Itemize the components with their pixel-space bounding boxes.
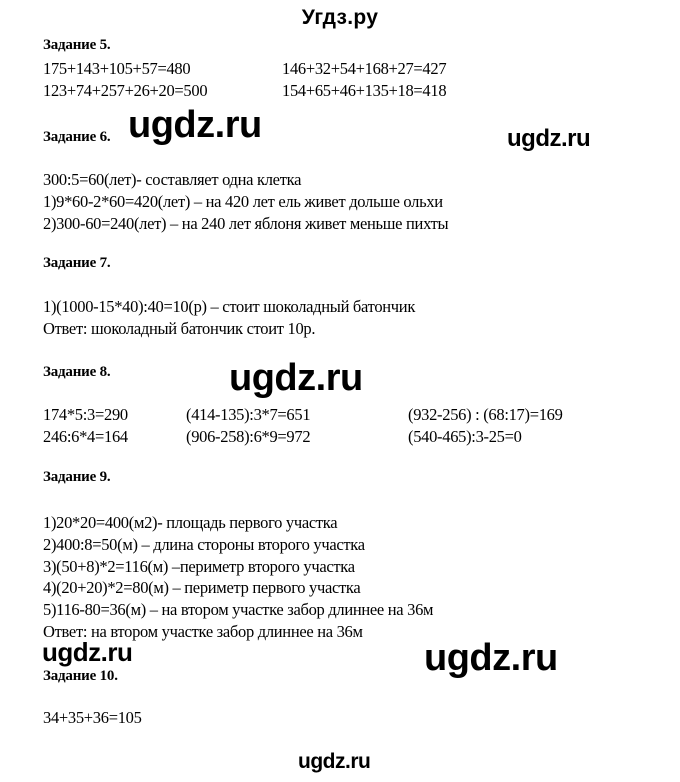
task-8-line: (540-465):3-25=0 bbox=[408, 427, 522, 446]
task-6-line: 1)9*60-2*60=420(лет) – на 420 лет ель живет дольше ольхи bbox=[43, 192, 443, 211]
task-8-line: 246:6*4=164 bbox=[43, 427, 128, 446]
task-5-heading: Задание 5. bbox=[43, 37, 111, 53]
task-8-heading: Задание 8. bbox=[43, 364, 111, 380]
watermark: ugdz.ru bbox=[298, 750, 371, 773]
task-8-line: 174*5:3=290 bbox=[43, 405, 128, 424]
task-5-line: 154+65+46+135+18=418 bbox=[282, 81, 447, 100]
task-9-line: Ответ: на втором участке забор длиннее на 36м bbox=[43, 622, 363, 641]
task-7-line: Ответ: шоколадный батончик стоит 10р. bbox=[43, 319, 316, 338]
task-8-line: (414-135):3*7=651 bbox=[186, 405, 311, 424]
task-6-line: 2)300-60=240(лет) – на 240 лет яблоня живет меньше пихты bbox=[43, 214, 449, 233]
task-7-heading: Задание 7. bbox=[43, 255, 111, 271]
task-8-line: (906-258):6*9=972 bbox=[186, 427, 311, 446]
watermark: ugdz.ru bbox=[507, 125, 591, 152]
task-9-heading: Задание 9. bbox=[43, 469, 111, 485]
watermark: ugdz.ru bbox=[424, 637, 558, 679]
task-8-line: (932-256) : (68:17)=169 bbox=[408, 405, 563, 424]
watermark: ugdz.ru bbox=[42, 637, 133, 667]
site-title: Угдз.ру bbox=[301, 6, 379, 29]
task-6-line: 300:5=60(лет)- составляет одна клетка bbox=[43, 170, 302, 189]
task-9-line: 4)(20+20)*2=80(м) – периметр первого участка bbox=[43, 578, 361, 597]
task-5-line: 175+143+105+57=480 bbox=[43, 59, 191, 78]
watermark: ugdz.ru bbox=[229, 357, 363, 399]
task-5-line: 123+74+257+26+20=500 bbox=[43, 81, 208, 100]
task-9-line: 3)(50+8)*2=116(м) –периметр второго участка bbox=[43, 557, 355, 576]
watermark: ugdz.ru bbox=[128, 104, 262, 146]
task-6-heading: Задание 6. bbox=[43, 129, 111, 145]
task-9-line: 2)400:8=50(м) – длина стороны второго участка bbox=[43, 535, 365, 554]
task-7-line: 1)(1000-15*40):40=10(р) – стоит шоколадный батончик bbox=[43, 297, 416, 316]
task-5-line: 146+32+54+168+27=427 bbox=[282, 59, 447, 78]
task-10-line: 34+35+36=105 bbox=[43, 708, 142, 727]
task-9-line: 5)116-80=36(м) – на втором участке забор длиннее на 36м bbox=[43, 600, 434, 619]
task-10-heading: Задание 10. bbox=[43, 668, 118, 684]
task-9-line: 1)20*20=400(м2)- площадь первого участка bbox=[43, 513, 338, 532]
